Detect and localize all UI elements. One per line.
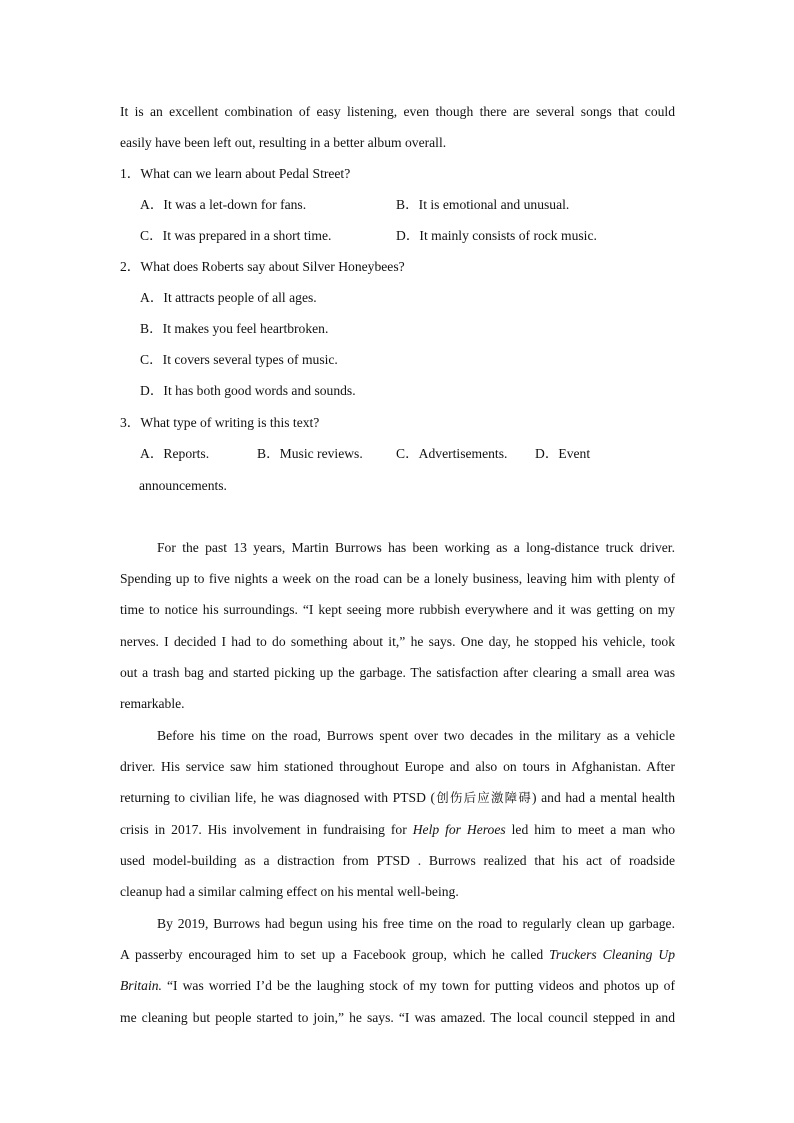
- text-run: “I was worried I’d be the laughing stock of my town for putting videos and photos up of: [161, 978, 675, 994]
- option-letter: D．: [140, 383, 164, 398]
- question-text: What type of writing is this text?: [140, 415, 320, 430]
- passage-line: [120, 945, 675, 976]
- option-letter: A．: [140, 290, 164, 305]
- q1-option-b[interactable]: [396, 195, 569, 215]
- option-letter: D．: [396, 228, 420, 243]
- question-number: 3．: [120, 415, 141, 430]
- option-text: Music reviews.: [279, 446, 363, 461]
- q1-option-d[interactable]: [396, 226, 597, 246]
- intro-line-2: easily have been left out, resulting in a better album overall.: [120, 135, 447, 150]
- passage-line: Spending up to five nights a week on the road can be a lonely business, leaving him with plenty of: [120, 571, 675, 587]
- q1-option-c[interactable]: [140, 226, 331, 246]
- chinese-gloss: 创伤后应激障碍: [435, 790, 533, 806]
- passage-paragraph-1: [120, 538, 675, 725]
- passage-line: [120, 788, 675, 819]
- q3-option-b[interactable]: [257, 444, 363, 464]
- group-name: Truckers Cleaning Up: [549, 947, 675, 963]
- q3-option-c[interactable]: [396, 444, 507, 464]
- passage-line: remarkable.: [120, 695, 185, 711]
- q2-option-b[interactable]: [140, 319, 328, 339]
- option-text: It has both good words and sounds.: [163, 383, 356, 398]
- passage-line: [120, 976, 675, 1007]
- intro-line-1: It is an excellent combination of easy listening, even though there are several songs that could: [120, 104, 675, 119]
- text-run: A passerby encouraged him to set up a Facebook group, which he called: [120, 947, 550, 963]
- question-number: 2．: [120, 259, 141, 274]
- option-letter: B．: [396, 197, 419, 212]
- group-name: Britain.: [120, 978, 162, 994]
- option-text: Event: [558, 446, 591, 461]
- q2-option-c[interactable]: [140, 350, 338, 370]
- charity-name: Help for Heroes: [412, 821, 506, 837]
- passage-line: driver. His service saw him stationed throughout Europe and also on tours in Afghanistan. After: [120, 759, 675, 775]
- option-text: It mainly consists of rock music.: [419, 228, 597, 243]
- q3-option-a[interactable]: [140, 444, 209, 464]
- passage-line: time to notice his surroundings. “I kept seeing more rubbish everywhere and it was getting on my: [120, 602, 675, 618]
- passage-line: used model-building as a distraction from PTSD . Burrows realized that his act of roadside: [120, 852, 675, 868]
- passage-line: For the past 13 years, Martin Burrows has been working as a long-distance truck driver.: [157, 540, 675, 555]
- text-run: led him to meet a man who: [505, 821, 675, 837]
- option-text: It attracts people of all ages.: [163, 290, 317, 305]
- option-text: It was prepared in a short time.: [162, 228, 332, 243]
- passage-line: nerves. I decided I had to do something about it,” he says. One day, he stopped his vehicle, took: [120, 633, 675, 649]
- option-letter: B．: [140, 321, 163, 336]
- option-text: It was a let-down for fans.: [163, 197, 307, 212]
- option-letter: A．: [140, 446, 164, 461]
- q2-option-d[interactable]: [140, 381, 356, 401]
- option-letter: C．: [140, 228, 163, 243]
- option-text: Reports.: [163, 446, 210, 461]
- question-text: What does Roberts say about Silver Honeybees?: [140, 259, 405, 274]
- text-run: ) and had a mental health: [532, 790, 675, 806]
- q2-option-a[interactable]: [140, 288, 317, 308]
- passage-paragraph-3: [120, 914, 675, 1039]
- option-text: It covers several types of music.: [162, 352, 338, 367]
- passage-line: out a trash bag and started picking up the garbage. The satisfaction after clearing a small area was: [120, 664, 675, 680]
- passage-line: Before his time on the road, Burrows spent over two decades in the military as a vehicle: [157, 728, 675, 743]
- text-run: returning to civilian life, he was diagnosed with PTSD (: [120, 790, 435, 806]
- option-letter: C．: [396, 446, 419, 461]
- question-2: [120, 257, 405, 277]
- question-text: What can we learn about Pedal Street?: [140, 166, 351, 181]
- question-1: [120, 164, 350, 184]
- passage-line: me cleaning but people started to join,” he says. “I was amazed. The local council stepped in and: [120, 1009, 675, 1025]
- q1-option-a[interactable]: [140, 195, 306, 215]
- question-3: [120, 413, 319, 433]
- passage-line: [120, 820, 675, 851]
- passage-paragraph-2: [120, 726, 675, 913]
- q3-option-d[interactable]: [535, 444, 590, 464]
- option-letter: D．: [535, 446, 559, 461]
- option-letter: A．: [140, 197, 164, 212]
- option-text: Advertisements.: [418, 446, 508, 461]
- option-letter: B．: [257, 446, 280, 461]
- option-letter: C．: [140, 352, 163, 367]
- text-run: crisis in 2017. His involvement in fundraising for: [120, 821, 413, 837]
- passage-line: cleanup had a similar calming effect on his mental well-being.: [120, 883, 459, 899]
- option-text: It is emotional and unusual.: [418, 197, 570, 212]
- question-number: 1．: [120, 166, 141, 181]
- q3-option-d-continued: announcements.: [139, 478, 227, 493]
- passage-line: By 2019, Burrows had begun using his free time on the road to regularly clean up garbage.: [157, 916, 675, 931]
- option-text: It makes you feel heartbroken.: [162, 321, 329, 336]
